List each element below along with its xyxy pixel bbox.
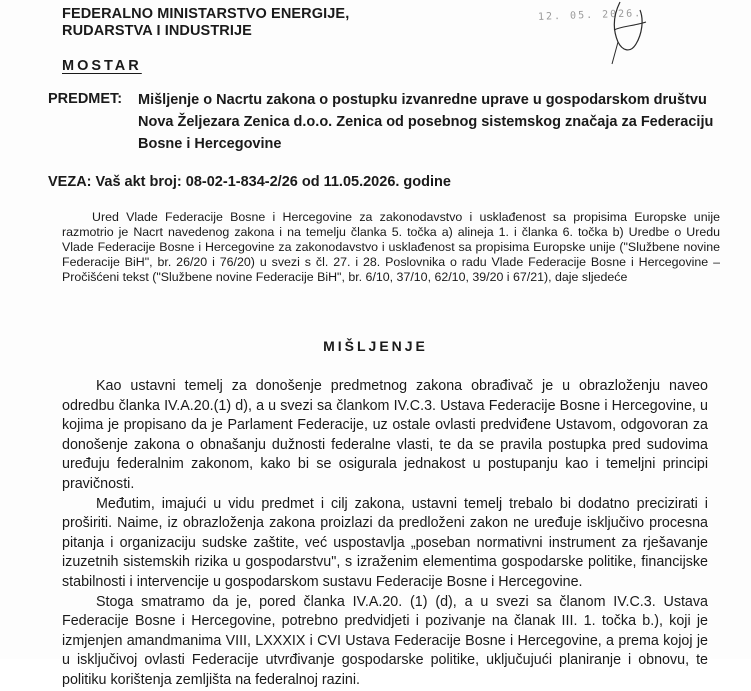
intro-paragraph: Ured Vlade Federacije Bosne i Hercegovine za zakonodavstvo i usklađenost sa propisima Europske unije razmotrio je Nacrt navedenog zakona i na temelju članka 5. točka a) alineja 1. i članka 6. točka b) Uredbe o Uredu Vlade Federacije Bosne i Hercegovine za zakonodavstvo i usklađenost sa propisima Europske unije ("Službene novine Federacije BiH", br. 26/20 i 76/20) u svezi s čl. 27. i 28. Poslovnika o radu Vlade Federacije Bosne i Hercegovine – Pročišćeni tekst ("Službene novine Federacije BiH", br. 6/10, 37/10, 62/10, 39/20 i 67/21), daje sljedeće [62, 210, 720, 284]
opinion-body [62, 377, 708, 691]
body-paragraph-3: Stoga smatramo da je, pored članka IV.A.20. (1) (d), a u svezi sa članom IV.C.3. Ustava Federacije Bosne i Hercegovine, potrebno predvidjeti i pozivanje na članak III. 1. točka b.), koji je izmjenjen amandmanima VIII, LXXXIX i CVI Ustava Federacije Bosne i Hercegovine, a prema kojoj je u isključivoj ovlasti Federacije utvrđivanje gospodarske politike, uključujući planiranje i obnovu, te politiku korištenja zemljišta na federalnoj razini. [62, 593, 708, 688]
reference-line: VEZA: Vaš akt broj: 08-02-1-834-2/26 od 11.05.2026. godine [48, 174, 451, 190]
recipient-line-2: RUDARSTVA I INDUSTRIJE [62, 23, 252, 39]
body-paragraph-2: Međutim, imajući u vidu predmet i cilj zakona, ustavni temelj trebalo bi dodatno precizirati i proširiti. Naime, iz obrazloženja zakona proizlazi da predloženi zakon ne uređuje isključivo procesna pitanja i organizaciju sudske zaštite, već uspostavlja „poseban normativni instrument za rješavanje izuzetnih sistemskih rizika u gospodarstvu", s izraženim elementima gospodarske politike, financijske stabilnosti i intervencije u gospodarskom sustavu Federacije Bosne i Hercegovine. [62, 495, 708, 590]
body-paragraph-1: Kao ustavni temelj za donošenje predmetnog zakona obrađivač je u obrazloženju naveo odredbu članka IV.A.20.(1) d), a u svezi sa člankom IV.C.3. Ustava Federacije Bosne i Hercegovine, u kojima je propisano da je Parlament Federacije, uz ostale ovlasti predviđene Ustavom, odgovoran za donošenje zakona o obnašanju dužnosti federalne vlasti, te da se pravila postupka pred sudovima uređuju federalnim zakonom, kako bi se osigurala jednakost u postupanju kao i temeljni principi pravičnosti. [62, 378, 708, 492]
subject-label: PREDMET: [48, 91, 123, 107]
subject-text: Mišljenje o Nacrtu zakona o postupku izvanredne uprave u gospodarskom društvu Nova Željezara Zenica d.o.o. Zenica od posebnog sistemskog značaja za Federaciju Bosne i Hercegovine [138, 92, 714, 152]
recipient-line-1: FEDERALNO MINISTARSTVO ENERGIJE, [62, 6, 350, 22]
recipient-city: MOSTAR [62, 58, 142, 74]
received-date-stamp: 12. 05. 2026. [537, 8, 643, 23]
handwritten-signature-icon [592, 0, 652, 66]
section-heading: MIŠLJENJE [323, 338, 428, 354]
